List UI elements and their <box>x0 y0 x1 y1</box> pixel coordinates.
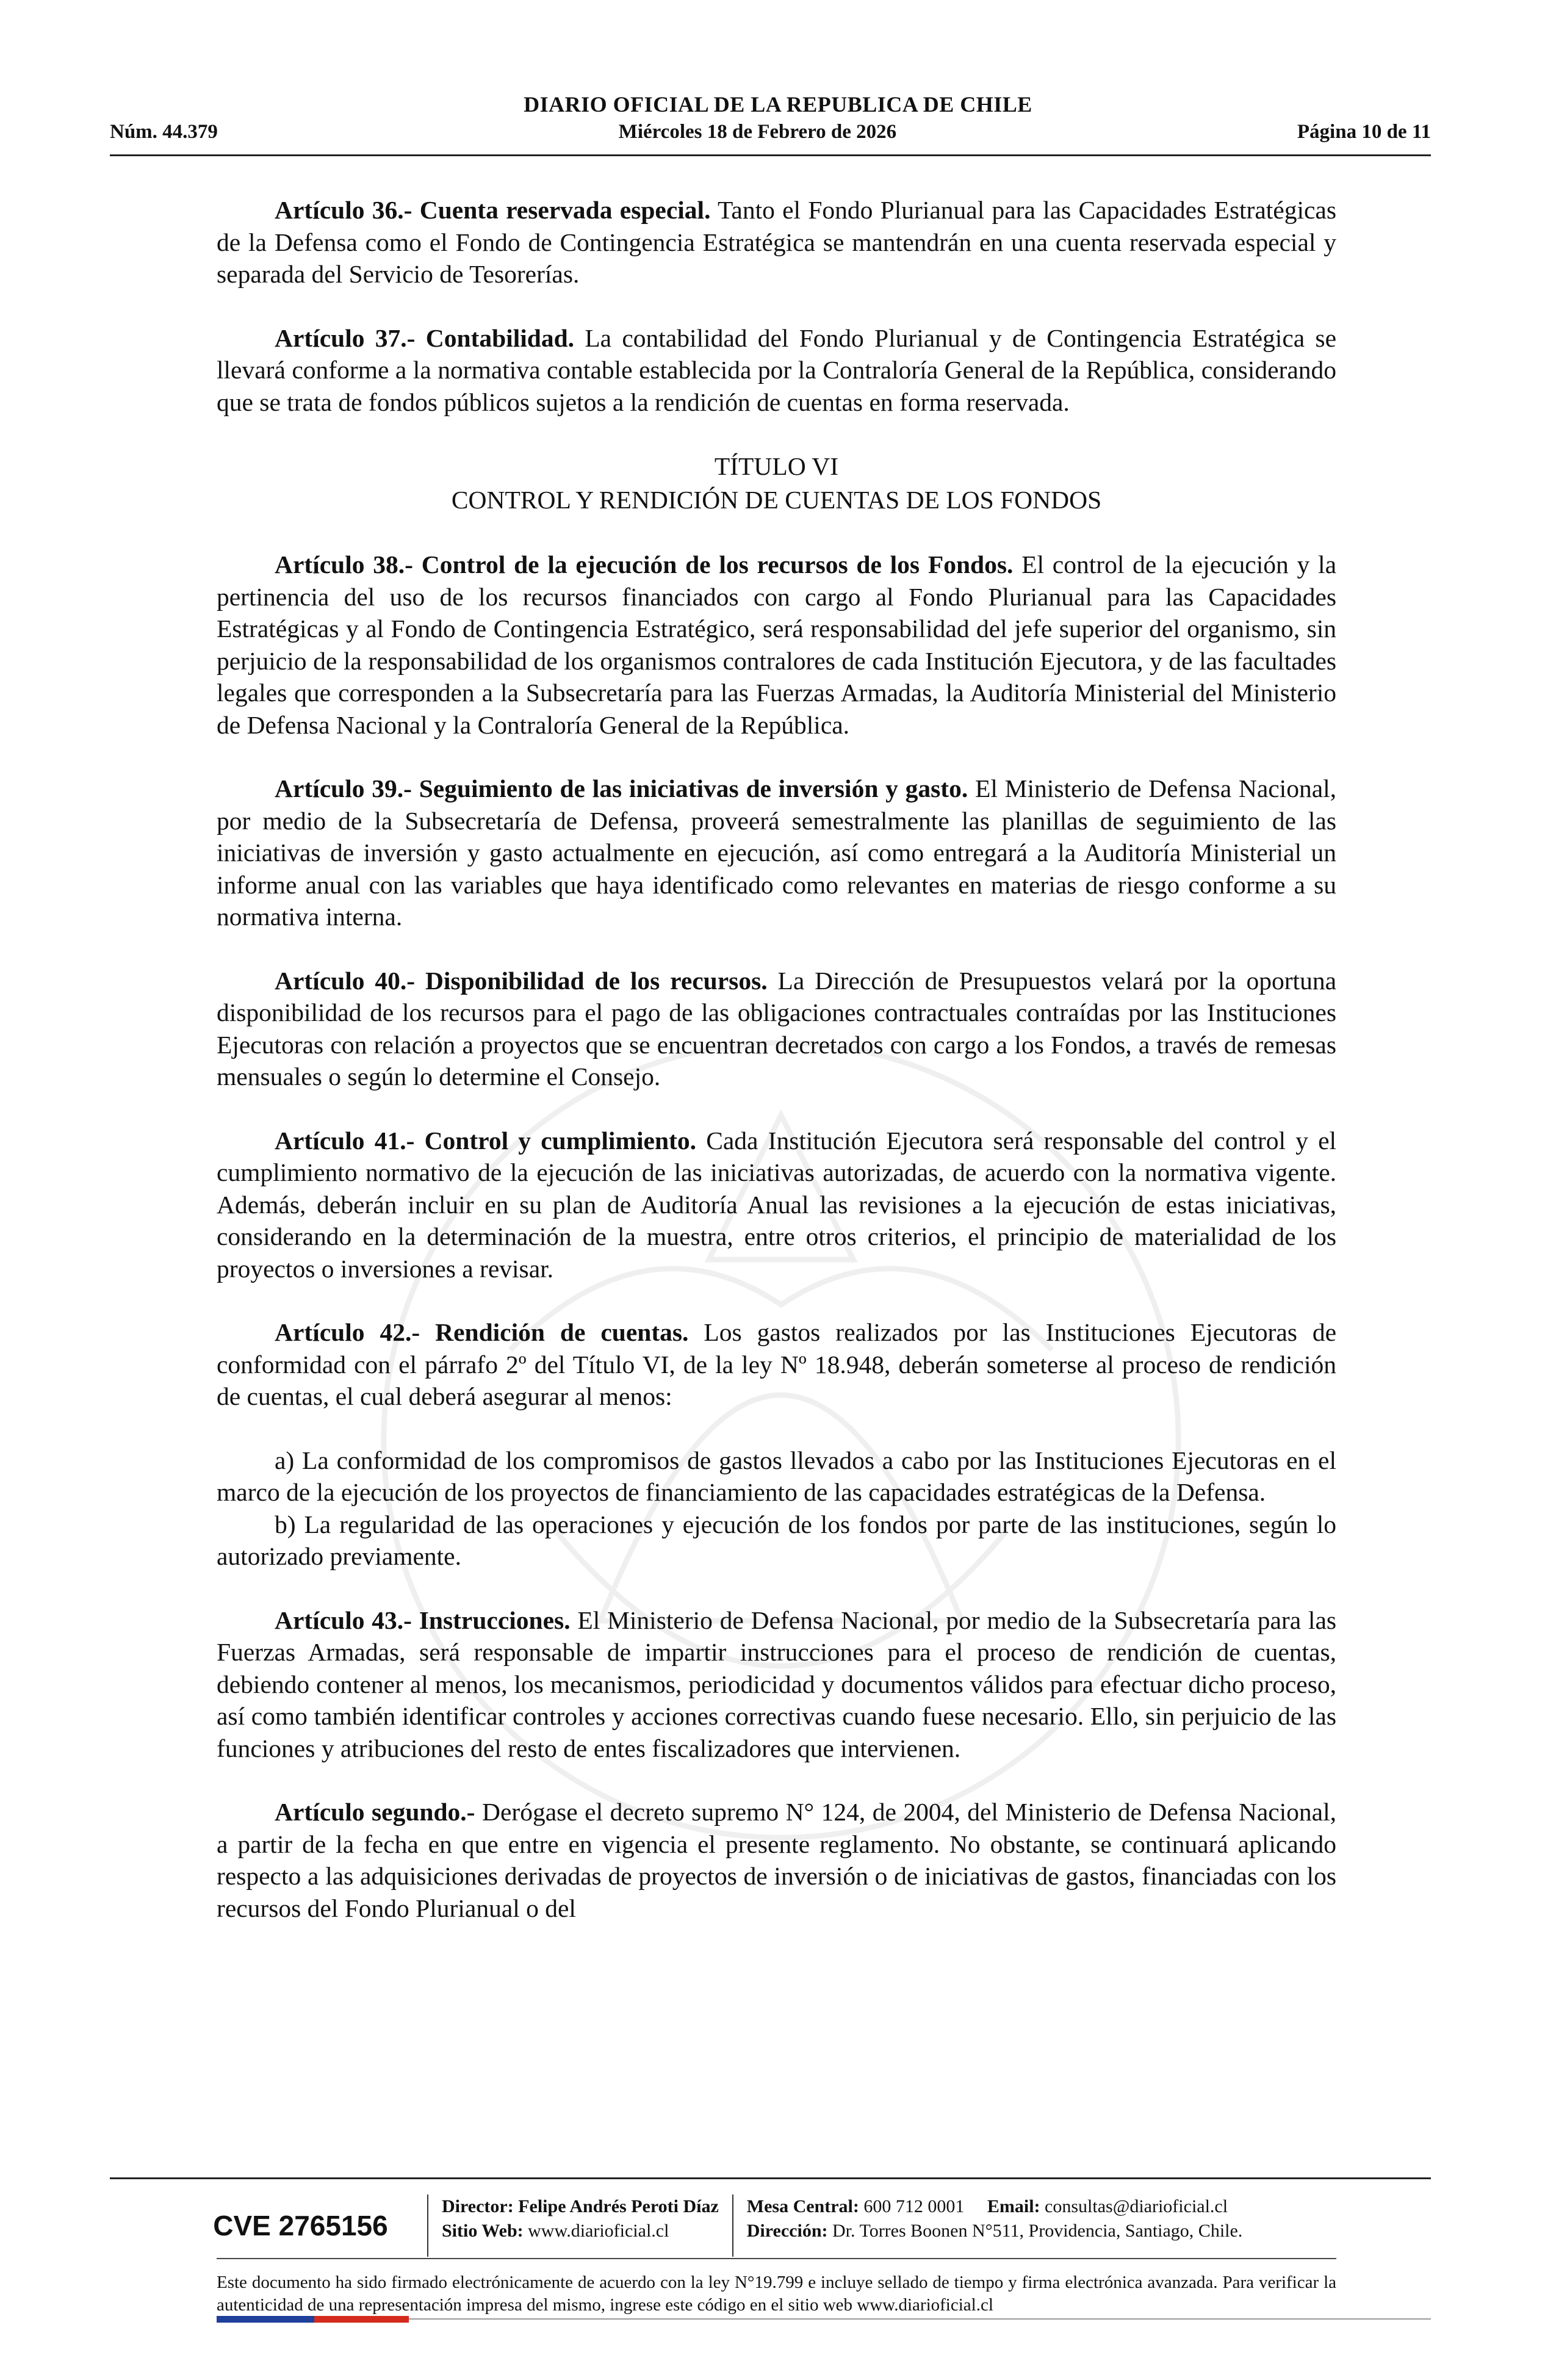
bottom-divider <box>409 2318 1431 2320</box>
article-42-item-b: b) La regularidad de las operaciones y ejecución de los fondos por parte de las instituciones, según lo autorizado previamente. <box>217 1510 1336 1570</box>
article-heading: Artículo 37.- Contabilidad. <box>275 323 575 352</box>
footer-contact-column <box>733 2192 1256 2259</box>
section-title <box>217 450 1336 517</box>
article-heading: Artículo segundo.- <box>275 1798 475 1826</box>
flag-stripe-blue <box>217 2316 314 2323</box>
article-36 <box>217 194 1336 290</box>
article-42 <box>217 1316 1336 1413</box>
article-text: Los gastos realizados por las Instituciones Ejecutoras de conformidad con el párrafo 2º del Título VI, de la ley Nº 18.948, deberán someterse al proceso de rendición de cuentas, el cual deberá asegurar al menos: <box>217 1318 1336 1410</box>
issue-number: Núm. 44.379 <box>110 121 218 143</box>
footer-divider-lower <box>217 2258 1336 2259</box>
article-text: Derógase el decreto supremo N° 124, de 2004, del Ministerio de Defensa Nacional, a partir de la fecha en que entre en vigencia el presente reglamento. No obstante, se continuará aplicando respecto a las adquisiciones derivadas de proyectos de inversión o de iniciativas de gastos, financiadas con los recursos del Fondo Plurianual o del <box>217 1798 1337 1922</box>
address-value: Dr. Torres Boonen N°511, Providencia, Santiago, Chile. <box>832 2221 1243 2241</box>
director-name: Felipe Andrés Peroti Díaz <box>518 2196 719 2216</box>
phone-number: 600 712 0001 <box>863 2196 965 2216</box>
article-heading: Artículo 36.- Cuenta reservada especial. <box>275 196 711 224</box>
document-body <box>217 194 1336 1924</box>
article-heading: Artículo 38.- Control de la ejecución de los recursos de los Fondos. <box>275 550 1014 579</box>
article-text: El control de la ejecución y la pertinencia del uso de los recursos financiados con cargo al Fondo Plurianual para las Capacidades Estratégicas y al Fondo de Contingencia Estratégico, será responsabilidad del jefe superior del organismo, sin perjuicio de la responsabilidad de los organismos contralores de cada Institución Ejecutora, y de las facultades legales que corresponden a la Subsecretaría para las Fuerzas Armadas, la Auditoría Ministerial del Ministerio de Defensa Nacional y la Contraloría General de la República. <box>217 550 1336 739</box>
header-row <box>110 121 1431 143</box>
article-heading: Artículo 39.- Seguimiento de las iniciativas de inversión y gasto. <box>275 774 968 802</box>
footer-director-column <box>428 2192 732 2259</box>
email-label: Email: <box>987 2196 1040 2216</box>
article-40 <box>217 965 1336 1093</box>
article-text: El Ministerio de Defensa Nacional, por medio de la Subsecretaría de Defensa, proveerá semestralmente las planillas de seguimiento de las iniciativas de inversión y gasto actualmente en ejecución, así como entregará a la Auditoría Ministerial un informe anual con las variables que haya identificado como relevantes en materias de riesgo conforme a su normativa interna. <box>217 774 1337 931</box>
website-label: Sitio Web: <box>442 2221 524 2241</box>
section-title-number: TÍTULO VI <box>714 452 839 480</box>
article-heading: Artículo 41.- Control y cumplimiento. <box>275 1126 696 1155</box>
article-42-item-a: a) La conformidad de los compromisos de gastos llevados a cabo por las Instituciones Ejecutoras en el marco de la ejecución de los proyectos de financiamiento de las capacidades estratégicas de la Defensa. <box>217 1446 1336 1506</box>
legal-notice: Este documento ha sido firmado electrónicamente de acuerdo con la ley N°19.799 e incluye sellado de tiempo y firma electrónica avanzada. Para verificar la autenticidad de una representación impresa del mismo, ingrese este código en el sitio web www.diarioficial.cl <box>217 2273 1336 2315</box>
phone-label: Mesa Central: <box>746 2196 859 2216</box>
article-segundo <box>217 1796 1336 1924</box>
footer-info <box>174 2192 1333 2259</box>
article-heading: Artículo 40.- Disponibilidad de los recursos. <box>275 966 768 995</box>
website-link[interactable]: www.diarioficial.cl <box>528 2221 669 2241</box>
article-heading: Artículo 42.- Rendición de cuentas. <box>275 1318 689 1346</box>
article-text: La Dirección de Presupuestos velará por la oportuna disponibilidad de los recursos para el pago de las obligaciones contractuales contraídas por las Instituciones Ejecutoras con relación a proyectos que se encuentran decretados con cargo a los Fondos, a través de remesas mensuales o según lo determine el Consejo. <box>217 966 1336 1091</box>
article-41 <box>217 1125 1336 1285</box>
issue-date: Miércoles 18 de Febrero de 2026 <box>618 121 897 143</box>
newspaper-title: DIARIO OFICIAL DE LA REPUBLICA DE CHILE <box>524 92 1032 117</box>
director-label: Director: <box>442 2196 514 2216</box>
article-text: El Ministerio de Defensa Nacional, por medio de la Subsecretaría para las Fuerzas Armadas, será responsable de impartir instrucciones para el proceso de rendición de cuentas, debiendo contener al menos, los mecanismos, periodicidad y documentos válidos para efectuar dicho proceso, así como también identificar controles y acciones correctivas cuando fuese necesario. Ello, sin perjuicio de las funciones y atribuciones del resto de entes fiscalizadores que intervienen. <box>217 1606 1337 1762</box>
article-text: Cada Institución Ejecutora será responsable del control y el cumplimiento normativo de la ejecución de las iniciativas autorizadas, de acuerdo con la normativa vigente. Además, deberán incluir en su plan de Auditoría Anual las revisiones a la ejecución de estas iniciativas, considerando en la determinación de la muestra, entre otros criterios, el principio de materialidad de los proyectos o inversiones a revisar. <box>217 1126 1337 1283</box>
address-label: Dirección: <box>746 2221 828 2241</box>
section-title-name: CONTROL Y RENDICIÓN DE CUENTAS DE LOS FONDOS <box>451 486 1102 514</box>
cve-code: CVE 2765156 <box>213 2210 388 2241</box>
article-43 <box>217 1604 1336 1765</box>
header-divider <box>110 154 1431 156</box>
email-link[interactable]: consultas@diarioficial.cl <box>1045 2196 1228 2216</box>
article-text: Tanto el Fondo Plurianual para las Capacidades Estratégicas de la Defensa como el Fondo de Contingencia Estratégica se mantendrán en una cuenta reservada especial y separada del Servicio de Tesorerías. <box>217 196 1336 288</box>
article-39 <box>217 773 1336 933</box>
flag-stripe-red <box>314 2316 409 2323</box>
article-heading: Artículo 43.- Instrucciones. <box>275 1606 571 1634</box>
article-37 <box>217 322 1336 419</box>
page-number: Página 10 de 11 <box>1297 121 1431 143</box>
article-38 <box>217 549 1336 741</box>
article-text: La contabilidad del Fondo Plurianual y de Contingencia Estratégica se llevará conforme a la normativa contable establecida por la Contraloría General de la República, considerando que se trata de fondos públicos sujetos a la rendición de cuentas en forma reservada. <box>217 323 1337 416</box>
footer-divider <box>110 2177 1431 2179</box>
